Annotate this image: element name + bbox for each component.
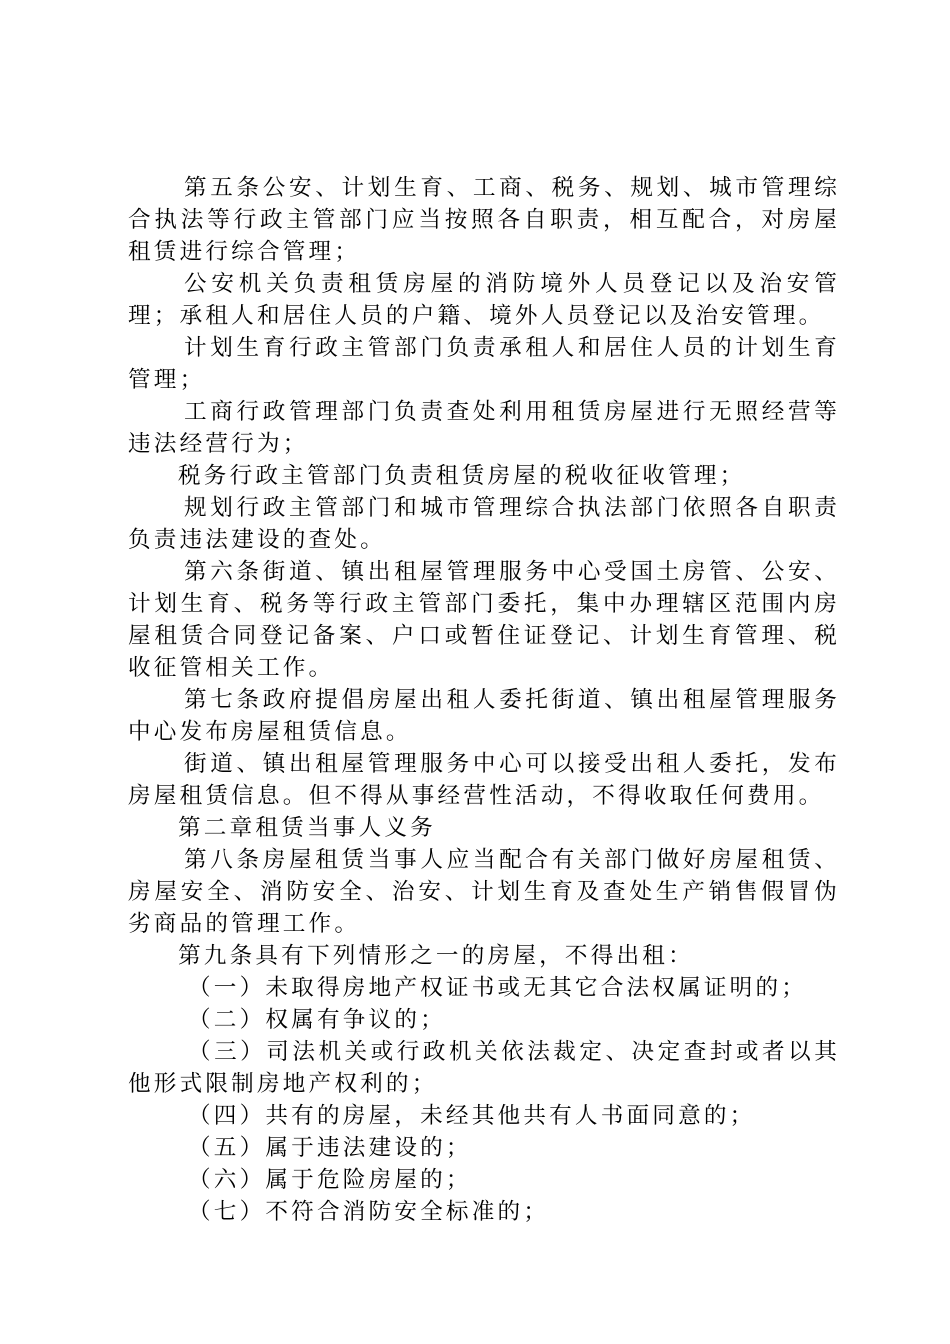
list-item-3: （三）司法机关或行政机关依法裁定、决定查封或者以其他形式限制房地产权利的； <box>128 1039 840 1097</box>
list-item-4: （四）共有的房屋，未经其他共有人书面同意的； <box>188 1103 756 1129</box>
article-9-paragraph: 第九条具有下列情形之一的房屋，不得出租： <box>178 943 694 969</box>
list-item-5: （五）属于违法建设的； <box>188 1135 472 1161</box>
taxation-duty-paragraph: 税务行政主管部门负责租赁房屋的税收征收管理； <box>178 463 746 489</box>
family-planning-duty-paragraph: 计划生育行政主管部门负责承租人和居住人员的计划生育管理； <box>128 335 840 393</box>
industry-commerce-duty-paragraph: 工商行政管理部门负责查处利用租赁房屋进行无照经营等违法经营行为； <box>128 399 840 457</box>
list-item-2: （二）权属有争议的； <box>188 1007 446 1033</box>
list-item-7: （七）不符合消防安全标准的； <box>188 1199 550 1225</box>
article-7-paragraph: 第七条政府提倡房屋出租人委托街道、镇出租屋管理服务中心发布房屋租赁信息。 <box>128 687 840 745</box>
list-item-1: （一）未取得房地产权证书或无其它合法权属证明的； <box>188 975 808 1001</box>
planning-duty-paragraph: 规划行政主管部门和城市管理综合执法部门依照各自职责负责违法建设的查处。 <box>128 495 840 553</box>
article-5-paragraph: 第五条公安、计划生育、工商、税务、规划、城市管理综合执法等行政主管部门应当按照各自职责，相互配合，对房屋租赁进行综合管理； <box>128 175 840 265</box>
public-security-duty-paragraph: 公安机关负责租赁房屋的消防境外人员登记以及治安管理；承租人和居住人员的户籍、境外人员登记以及治安管理。 <box>128 271 840 329</box>
rental-info-paragraph: 街道、镇出租屋管理服务中心可以接受出租人委托，发布房屋租赁信息。但不得从事经营性活动，不得收取任何费用。 <box>128 751 840 809</box>
article-8-paragraph: 第八条房屋租赁当事人应当配合有关部门做好房屋租赁、房屋安全、消防安全、治安、计划生育及查处生产销售假冒伪劣商品的管理工作。 <box>128 847 840 937</box>
chapter-2-heading: 第二章租赁当事人义务 <box>178 815 436 841</box>
list-item-6: （六）属于危险房屋的； <box>188 1167 472 1193</box>
article-6-paragraph: 第六条街道、镇出租屋管理服务中心受国土房管、公安、计划生育、税务等行政主管部门委托，集中办理辖区范围内房屋租赁合同登记备案、户口或暂住证登记、计划生育管理、税收征管相关工作。 <box>128 559 840 681</box>
document-body <box>128 172 840 1228</box>
